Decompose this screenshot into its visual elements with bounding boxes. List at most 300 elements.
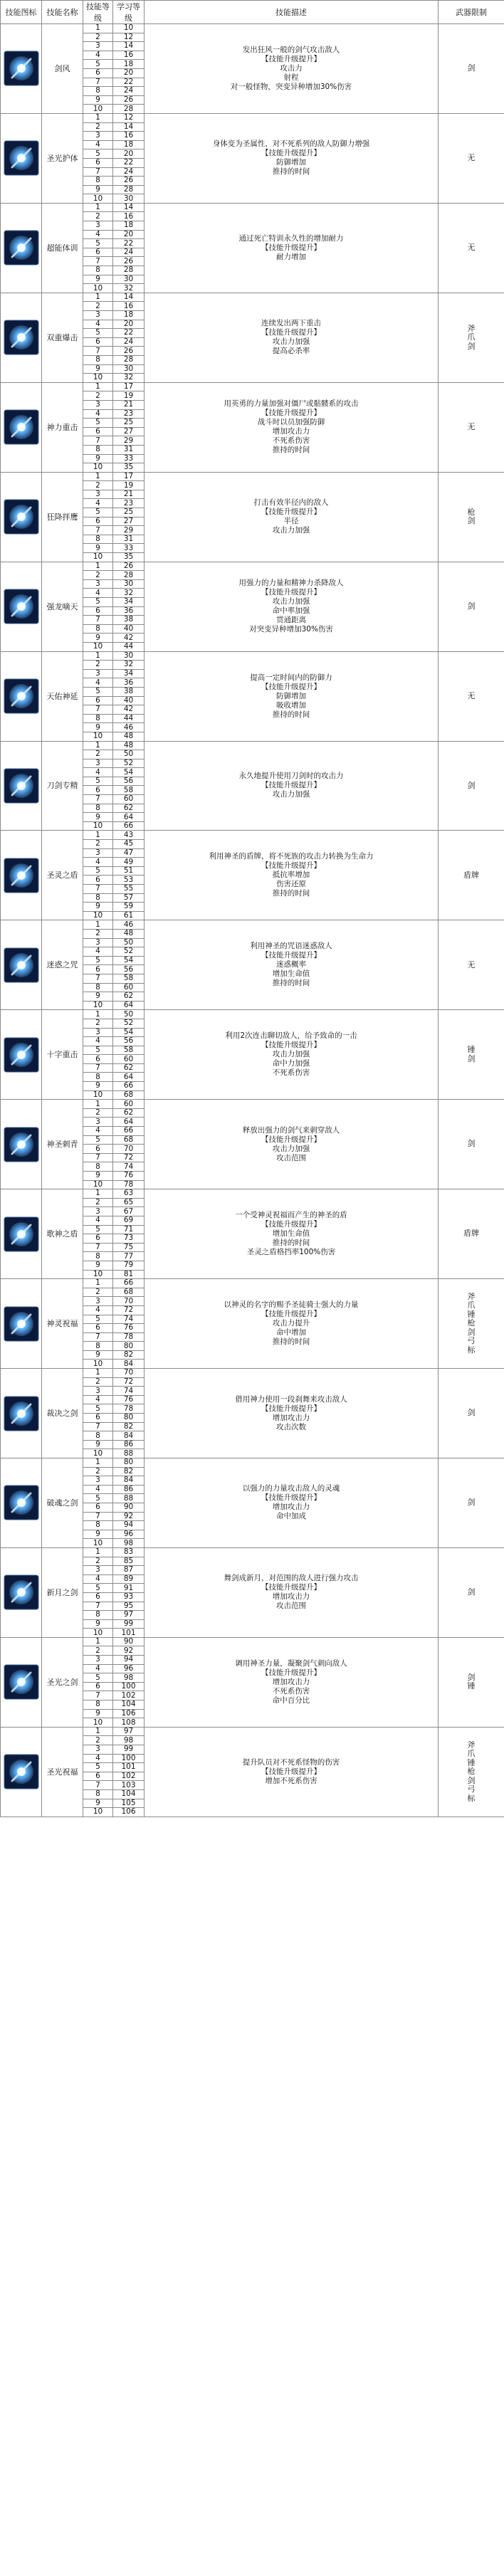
weapon-restriction: 剑 锤 xyxy=(439,1637,504,1727)
skill-level: 10 xyxy=(83,553,113,562)
skill-level: 3 xyxy=(83,1476,113,1486)
skill-name: 圣光之剑 xyxy=(42,1637,83,1727)
skill-level: 3 xyxy=(83,1118,113,1127)
learn-level: 16 xyxy=(113,51,145,60)
skill-name: 狂降拌鹰 xyxy=(42,472,83,562)
learn-level: 72 xyxy=(113,1153,145,1162)
skill-description: 提升队员对不死系怪物的伤害 【技能升级提升】 增加不死系伤害 xyxy=(145,1727,439,1817)
header-learn-level: 学习等级 xyxy=(113,1,145,24)
header-description: 技能描述 xyxy=(145,1,439,24)
skill-level: 6 xyxy=(83,1234,113,1244)
skill-level: 5 xyxy=(83,1494,113,1503)
learn-level: 60 xyxy=(113,983,145,992)
learn-level: 88 xyxy=(113,1494,145,1503)
skill-level: 6 xyxy=(83,1503,113,1512)
skill-icon-cell xyxy=(1,1458,42,1548)
learn-level: 69 xyxy=(113,1216,145,1225)
learn-level: 78 xyxy=(113,1404,145,1414)
learn-level: 42 xyxy=(113,705,145,715)
soul-break-icon xyxy=(4,1485,39,1520)
skill-icon-cell xyxy=(1,1010,42,1100)
skill-level: 9 xyxy=(83,1799,113,1808)
weapon-restriction: 盾牌 xyxy=(439,831,504,920)
double-burst-icon xyxy=(4,320,39,355)
skill-level: 4 xyxy=(83,230,113,239)
learn-level: 33 xyxy=(113,454,145,463)
skill-name: 神力重击 xyxy=(42,382,83,472)
learn-level: 12 xyxy=(113,33,145,42)
learn-level: 68 xyxy=(113,1090,145,1100)
learn-level: 23 xyxy=(113,409,145,419)
skill-description: 打击有效半径内的敌人 【技能升级提升】 半径 攻击力加强 xyxy=(145,472,439,562)
learn-level: 93 xyxy=(113,1592,145,1602)
skill-level: 5 xyxy=(83,1315,113,1324)
skill-level: 1 xyxy=(83,741,113,750)
learn-level: 38 xyxy=(113,616,145,625)
skill-level: 6 xyxy=(83,696,113,705)
skill-level: 9 xyxy=(83,723,113,732)
header-name: 技能名称 xyxy=(42,1,83,24)
skill-level: 9 xyxy=(83,1440,113,1449)
skill-description: 利用神圣的咒语迷惑敌人 【技能升级提升】 迷惑概率 增加生命值 推持的时间 xyxy=(145,920,439,1010)
learn-level: 74 xyxy=(113,1387,145,1396)
skill-name: 迷惑之咒 xyxy=(42,920,83,1010)
skill-level: 8 xyxy=(83,177,113,186)
skill-level: 6 xyxy=(83,606,113,616)
skill-level: 1 xyxy=(83,24,113,33)
table-row xyxy=(1,1010,504,1019)
learn-level: 12 xyxy=(113,113,145,122)
skill-level: 9 xyxy=(83,1261,113,1270)
skill-level: 3 xyxy=(83,669,113,678)
skill-level: 7 xyxy=(83,257,113,266)
skill-level: 10 xyxy=(83,463,113,473)
learn-level: 44 xyxy=(113,642,145,651)
skill-level: 9 xyxy=(83,185,113,194)
holy-shield-icon xyxy=(4,858,39,893)
skill-description: 利用2次连击聊切敌人，给予致命的一击 【技能升级提升】 攻击力加强 命中力加强 不死系伤害 xyxy=(145,1010,439,1100)
skill-level: 5 xyxy=(83,1584,113,1593)
skill-description: 发出狂风一般的剑气攻击敌人 【技能升级提升】 攻击力 射程 对一般怪物，突变异种增加30%伤害 xyxy=(145,24,439,114)
skill-level: 8 xyxy=(83,1789,113,1799)
learn-level: 78 xyxy=(113,1332,145,1342)
skill-description: 提高一定时间内的防御力 【技能升级提升】 防御增加 吸收增加 推持的时间 xyxy=(145,651,439,741)
skill-name: 圣光祝福 xyxy=(42,1727,83,1817)
skill-level: 4 xyxy=(83,768,113,777)
learn-level: 64 xyxy=(113,1001,145,1010)
skill-level: 2 xyxy=(83,391,113,401)
skill-level: 4 xyxy=(83,1127,113,1136)
skill-level: 4 xyxy=(83,1216,113,1225)
skill-level: 2 xyxy=(83,302,113,311)
skill-level: 3 xyxy=(83,400,113,409)
learn-level: 25 xyxy=(113,508,145,517)
skill-level: 6 xyxy=(83,1772,113,1781)
skill-level: 3 xyxy=(83,1207,113,1216)
skill-level: 6 xyxy=(83,1592,113,1602)
learn-level: 99 xyxy=(113,1619,145,1629)
skill-level: 10 xyxy=(83,284,113,293)
skill-level: 6 xyxy=(83,786,113,795)
weapon-restriction: 剑 xyxy=(439,24,504,114)
learn-level: 16 xyxy=(113,132,145,141)
learn-level: 90 xyxy=(113,1503,145,1512)
sword-master-icon xyxy=(4,768,39,804)
learn-level: 46 xyxy=(113,920,145,930)
learn-level: 98 xyxy=(113,1673,145,1683)
learn-level: 80 xyxy=(113,1342,145,1351)
skill-level: 4 xyxy=(83,320,113,329)
learn-level: 102 xyxy=(113,1691,145,1700)
skill-icon-cell xyxy=(1,1189,42,1279)
learn-level: 103 xyxy=(113,1781,145,1790)
learn-level: 52 xyxy=(113,1019,145,1028)
learn-level: 70 xyxy=(113,1297,145,1306)
skill-level: 4 xyxy=(83,1574,113,1584)
learn-level: 18 xyxy=(113,140,145,149)
skill-description: 通过死亡特训永久性的增加耐力 【技能升级提升】 耐力增加 xyxy=(145,203,439,293)
weapon-restriction: 剑 xyxy=(439,741,504,831)
skill-level: 1 xyxy=(83,113,113,122)
skill-level: 5 xyxy=(83,687,113,696)
learn-level: 48 xyxy=(113,929,145,938)
learn-level: 21 xyxy=(113,490,145,499)
skill-name: 剑风 xyxy=(42,24,83,114)
skill-level: 3 xyxy=(83,579,113,589)
skill-level: 7 xyxy=(83,705,113,715)
holy-light-sword-icon xyxy=(4,1664,39,1700)
learn-level: 28 xyxy=(113,266,145,275)
skill-level: 3 xyxy=(83,132,113,141)
learn-level: 43 xyxy=(113,831,145,840)
skill-level: 4 xyxy=(83,589,113,598)
skill-level: 5 xyxy=(83,1673,113,1683)
learn-level: 49 xyxy=(113,858,145,867)
skill-level: 9 xyxy=(83,1172,113,1181)
skill-level: 7 xyxy=(83,526,113,535)
learn-level: 99 xyxy=(113,1745,145,1755)
learn-level: 21 xyxy=(113,400,145,409)
skill-level: 1 xyxy=(83,1727,113,1736)
learn-level: 70 xyxy=(113,1145,145,1154)
learn-level: 89 xyxy=(113,1574,145,1584)
skill-level: 4 xyxy=(83,1037,113,1046)
skill-level: 10 xyxy=(83,1629,113,1638)
learn-level: 63 xyxy=(113,1189,145,1199)
holy-armor-icon xyxy=(4,140,39,176)
learn-level: 58 xyxy=(113,786,145,795)
learn-level: 22 xyxy=(113,329,145,338)
weapon-restriction: 枪 剑 xyxy=(439,472,504,562)
learn-level: 40 xyxy=(113,696,145,705)
skill-level: 8 xyxy=(83,714,113,723)
skill-level: 5 xyxy=(83,866,113,876)
skill-level: 4 xyxy=(83,1395,113,1404)
weapon-restriction: 无 xyxy=(439,113,504,203)
learn-level: 96 xyxy=(113,1664,145,1673)
skill-name: 天佑神延 xyxy=(42,651,83,741)
skill-level: 4 xyxy=(83,678,113,688)
skill-level: 3 xyxy=(83,938,113,947)
skill-level: 6 xyxy=(83,1324,113,1333)
learn-level: 16 xyxy=(113,212,145,221)
skill-level: 4 xyxy=(83,409,113,419)
learn-level: 27 xyxy=(113,517,145,526)
learn-level: 92 xyxy=(113,1646,145,1656)
learn-level: 24 xyxy=(113,248,145,257)
skill-level: 5 xyxy=(83,1225,113,1234)
learn-level: 30 xyxy=(113,275,145,284)
learn-level: 19 xyxy=(113,481,145,490)
learn-level: 33 xyxy=(113,544,145,553)
table-row xyxy=(1,1637,504,1646)
learn-level: 62 xyxy=(113,1108,145,1118)
skill-icon-cell xyxy=(1,831,42,920)
skill-level: 10 xyxy=(83,1090,113,1100)
learn-level: 28 xyxy=(113,355,145,364)
learn-level: 46 xyxy=(113,723,145,732)
confuse-icon xyxy=(4,947,39,983)
skill-level: 7 xyxy=(83,795,113,804)
learn-level: 22 xyxy=(113,239,145,248)
table-row xyxy=(1,1189,504,1199)
skill-level: 8 xyxy=(83,87,113,96)
learn-level: 24 xyxy=(113,337,145,347)
skill-level: 3 xyxy=(83,759,113,768)
header-icon: 技能图标 xyxy=(1,1,42,24)
learn-level: 64 xyxy=(113,813,145,822)
skill-level: 9 xyxy=(83,813,113,822)
table-row xyxy=(1,1279,504,1288)
learn-level: 87 xyxy=(113,1566,145,1575)
skill-level: 1 xyxy=(83,1369,113,1378)
skill-level: 1 xyxy=(83,562,113,571)
learn-level: 30 xyxy=(113,194,145,204)
skill-level: 7 xyxy=(83,616,113,625)
skill-level: 1 xyxy=(83,472,113,481)
skill-level: 8 xyxy=(83,445,113,454)
skill-level: 10 xyxy=(83,1718,113,1728)
learn-level: 79 xyxy=(113,1261,145,1270)
learn-level: 54 xyxy=(113,768,145,777)
table-row xyxy=(1,1458,504,1468)
skill-icon-cell xyxy=(1,920,42,1010)
skill-level: 3 xyxy=(83,490,113,499)
learn-level: 94 xyxy=(113,1521,145,1530)
skill-level: 8 xyxy=(83,624,113,634)
table-row xyxy=(1,382,504,391)
holy-blessing-icon xyxy=(4,1754,39,1789)
learn-level: 80 xyxy=(113,1458,145,1468)
learn-level: 55 xyxy=(113,885,145,894)
learn-level: 30 xyxy=(113,364,145,374)
learn-level: 82 xyxy=(113,1350,145,1360)
learn-level: 14 xyxy=(113,42,145,51)
skill-icon-cell xyxy=(1,1100,42,1189)
learn-level: 18 xyxy=(113,311,145,320)
header-weapon: 武器限制 xyxy=(439,1,504,24)
learn-level: 28 xyxy=(113,185,145,194)
learn-level: 27 xyxy=(113,427,145,436)
skill-level: 6 xyxy=(83,68,113,78)
skill-level: 2 xyxy=(83,1019,113,1028)
learn-level: 66 xyxy=(113,1279,145,1288)
skill-level: 2 xyxy=(83,571,113,580)
skill-level: 8 xyxy=(83,1700,113,1710)
skill-icon-cell xyxy=(1,741,42,831)
learn-level: 48 xyxy=(113,732,145,741)
skill-level: 7 xyxy=(83,1332,113,1342)
skill-name: 十字重击 xyxy=(42,1010,83,1100)
skill-name: 刀剑专精 xyxy=(42,741,83,831)
weapon-restriction: 斧 爪 锤 枪 剑 弓 标 xyxy=(439,1279,504,1369)
skill-icon-cell xyxy=(1,1369,42,1458)
learn-level: 38 xyxy=(113,687,145,696)
learn-level: 54 xyxy=(113,956,145,965)
weapon-restriction: 剑 xyxy=(439,1100,504,1189)
skill-level: 3 xyxy=(83,1297,113,1306)
learn-level: 14 xyxy=(113,203,145,212)
skill-level: 7 xyxy=(83,1512,113,1521)
skill-level: 8 xyxy=(83,1431,113,1441)
skill-level: 3 xyxy=(83,1566,113,1575)
learn-level: 20 xyxy=(113,149,145,159)
weapon-restriction: 无 xyxy=(439,920,504,1010)
skill-level: 2 xyxy=(83,1736,113,1745)
skill-icon-cell xyxy=(1,1637,42,1727)
skill-level: 9 xyxy=(83,275,113,284)
learn-level: 35 xyxy=(113,553,145,562)
skill-description: 舞剑成新月，对范围的敌人进行强力攻击 【技能升级提升】 增加攻击力 攻击范围 xyxy=(145,1547,439,1637)
learn-level: 71 xyxy=(113,1225,145,1234)
new-moon-icon xyxy=(4,1574,39,1610)
skill-name: 神灵祝福 xyxy=(42,1279,83,1369)
skill-level: 7 xyxy=(83,347,113,356)
skill-name: 神圣刺青 xyxy=(42,1100,83,1189)
skill-level: 1 xyxy=(83,1189,113,1199)
learn-level: 14 xyxy=(113,122,145,132)
skill-level: 4 xyxy=(83,1754,113,1763)
skill-level: 3 xyxy=(83,221,113,231)
learn-level: 98 xyxy=(113,1736,145,1745)
learn-level: 68 xyxy=(113,1288,145,1297)
skill-name: 圣灵之盾 xyxy=(42,831,83,920)
learn-level: 26 xyxy=(113,347,145,356)
skill-level: 8 xyxy=(83,1342,113,1351)
skill-level: 5 xyxy=(83,239,113,248)
learn-level: 18 xyxy=(113,221,145,231)
learn-level: 29 xyxy=(113,436,145,446)
learn-level: 94 xyxy=(113,1656,145,1665)
skill-icon-cell xyxy=(1,382,42,472)
skill-level: 8 xyxy=(83,1611,113,1620)
learn-level: 22 xyxy=(113,78,145,87)
learn-level: 18 xyxy=(113,60,145,69)
skill-level: 5 xyxy=(83,60,113,69)
learn-level: 62 xyxy=(113,804,145,813)
learn-level: 84 xyxy=(113,1360,145,1369)
learn-level: 100 xyxy=(113,1754,145,1763)
skill-description: 用英勇的力量加强对僵尸或骷髅系的攻击 【技能升级提升】 战斗时以员加强防御 增加攻击力 不死系伤害 推持的时间 xyxy=(145,382,439,472)
skill-level: 8 xyxy=(83,1073,113,1082)
learn-level: 101 xyxy=(113,1629,145,1638)
skill-level: 6 xyxy=(83,1682,113,1691)
skill-level: 2 xyxy=(83,750,113,759)
skill-level: 10 xyxy=(83,821,113,831)
skill-level: 9 xyxy=(83,544,113,553)
skill-level: 9 xyxy=(83,1619,113,1629)
skill-level: 10 xyxy=(83,105,113,114)
learn-level: 20 xyxy=(113,320,145,329)
skill-icon-cell xyxy=(1,293,42,382)
learn-level: 32 xyxy=(113,374,145,383)
skill-level: 8 xyxy=(83,1252,113,1261)
skill-level: 10 xyxy=(83,1180,113,1189)
skill-level: 1 xyxy=(83,1637,113,1646)
learn-level: 51 xyxy=(113,866,145,876)
skill-icon-cell xyxy=(1,1547,42,1637)
skill-level: 3 xyxy=(83,311,113,320)
learn-level: 36 xyxy=(113,678,145,688)
skill-level: 2 xyxy=(83,212,113,221)
skill-level: 1 xyxy=(83,1010,113,1019)
skill-name: 破魂之剑 xyxy=(42,1458,83,1548)
learn-level: 86 xyxy=(113,1440,145,1449)
skill-level: 6 xyxy=(83,1055,113,1064)
learn-level: 26 xyxy=(113,562,145,571)
learn-level: 98 xyxy=(113,1539,145,1548)
learn-level: 82 xyxy=(113,1467,145,1476)
learn-level: 81 xyxy=(113,1270,145,1279)
skill-level: 10 xyxy=(83,1360,113,1369)
skill-level: 9 xyxy=(83,364,113,374)
learn-level: 80 xyxy=(113,1414,145,1423)
learn-level: 62 xyxy=(113,992,145,1002)
learn-level: 17 xyxy=(113,382,145,391)
learn-level: 64 xyxy=(113,1118,145,1127)
skill-level: 9 xyxy=(83,95,113,105)
skill-name: 强龙嘀天 xyxy=(42,562,83,651)
skill-level: 2 xyxy=(83,1377,113,1387)
learn-level: 32 xyxy=(113,589,145,598)
learn-level: 72 xyxy=(113,1305,145,1315)
skill-level: 9 xyxy=(83,1350,113,1360)
learn-level: 52 xyxy=(113,947,145,957)
skill-level: 5 xyxy=(83,1404,113,1414)
skill-icon-cell xyxy=(1,24,42,114)
table-row xyxy=(1,203,504,212)
dragon-sky-icon xyxy=(4,589,39,624)
skill-level: 8 xyxy=(83,1162,113,1172)
skill-level: 9 xyxy=(83,634,113,643)
learn-level: 30 xyxy=(113,651,145,661)
learn-level: 50 xyxy=(113,938,145,947)
table-row xyxy=(1,831,504,840)
learn-level: 28 xyxy=(113,105,145,114)
skill-icon-cell xyxy=(1,113,42,203)
skill-level: 9 xyxy=(83,903,113,912)
learn-level: 26 xyxy=(113,95,145,105)
table-row xyxy=(1,741,504,750)
learn-level: 102 xyxy=(113,1772,145,1781)
table-row xyxy=(1,562,504,571)
skill-level: 2 xyxy=(83,33,113,42)
learn-level: 32 xyxy=(113,284,145,293)
learn-level: 74 xyxy=(113,1315,145,1324)
learn-level: 60 xyxy=(113,1100,145,1109)
learn-level: 10 xyxy=(113,24,145,33)
learn-level: 44 xyxy=(113,714,145,723)
